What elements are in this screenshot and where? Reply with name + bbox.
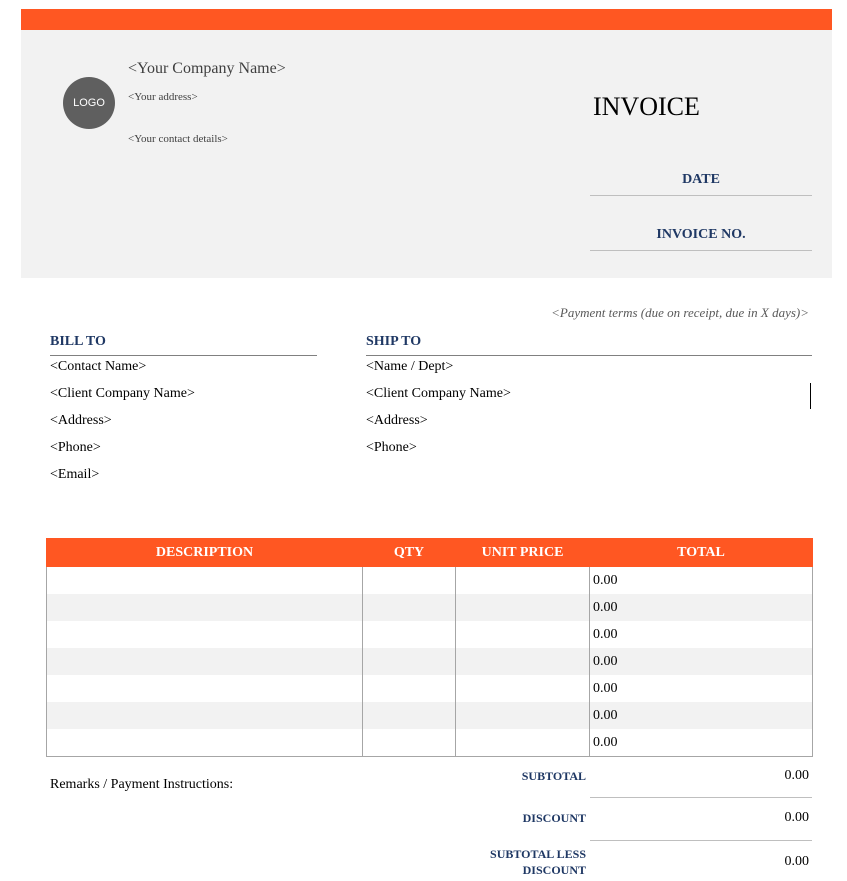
- logo-text: LOGO: [73, 97, 105, 109]
- description-cell[interactable]: [47, 702, 363, 729]
- total-cell[interactable]: 0.00: [590, 702, 813, 729]
- company-address[interactable]: <Your address>: [128, 91, 198, 103]
- bill-to-company[interactable]: <Client Company Name>: [50, 386, 195, 401]
- bill-to-phone[interactable]: <Phone>: [50, 440, 101, 455]
- line-items-table: [46, 538, 813, 757]
- text-cursor: [810, 383, 811, 409]
- qty-cell[interactable]: [363, 702, 456, 729]
- payment-terms[interactable]: <Payment terms (due on receipt, due in X days)>: [551, 305, 809, 320]
- subtotal-label: SUBTOTAL: [521, 769, 586, 783]
- unit-price-cell[interactable]: [456, 621, 590, 648]
- qty-cell[interactable]: [363, 594, 456, 621]
- company-contact[interactable]: <Your contact details>: [128, 133, 228, 145]
- date-field[interactable]: DATE: [590, 172, 812, 196]
- bill-to-address[interactable]: <Address>: [50, 413, 112, 428]
- unit-price-cell[interactable]: [456, 729, 590, 757]
- description-cell[interactable]: [47, 729, 363, 757]
- ship-to-address[interactable]: <Address>: [366, 413, 428, 428]
- qty-cell[interactable]: [363, 675, 456, 702]
- total-cell[interactable]: 0.00: [590, 594, 813, 621]
- table-row: [47, 702, 813, 729]
- company-name[interactable]: <Your Company Name>: [128, 60, 286, 77]
- total-cell[interactable]: 0.00: [590, 675, 813, 702]
- table-row: [47, 675, 813, 702]
- total-cell[interactable]: 0.00: [590, 621, 813, 648]
- column-header-total: TOTAL: [590, 539, 813, 567]
- invoice-number-field[interactable]: INVOICE NO.: [590, 227, 812, 251]
- unit-price-cell[interactable]: [456, 648, 590, 675]
- column-header-qty: QTY: [363, 539, 456, 567]
- description-cell[interactable]: [47, 594, 363, 621]
- subtotal-less-discount-label-line2: DISCOUNT: [522, 863, 586, 877]
- discount-divider: [590, 840, 812, 841]
- company-logo: [63, 77, 115, 129]
- ship-to-company[interactable]: <Client Company Name>: [366, 386, 511, 401]
- unit-price-cell[interactable]: [456, 594, 590, 621]
- table-row: [47, 567, 813, 595]
- ship-to-name[interactable]: <Name / Dept>: [366, 359, 454, 374]
- accent-top-bar: [21, 9, 832, 30]
- total-cell[interactable]: 0.00: [590, 648, 813, 675]
- subtotal-less-discount-value[interactable]: 0.00: [784, 854, 809, 869]
- discount-label: DISCOUNT: [522, 811, 586, 825]
- bill-to-email[interactable]: <Email>: [50, 467, 100, 482]
- subtotal-less-discount-label: [470, 846, 586, 878]
- description-cell[interactable]: [47, 621, 363, 648]
- total-cell[interactable]: 0.00: [590, 729, 813, 757]
- invoice-title: INVOICE: [593, 92, 700, 121]
- ship-to-heading: SHIP TO: [366, 334, 812, 356]
- description-cell[interactable]: [47, 675, 363, 702]
- column-header-description: DESCRIPTION: [47, 539, 363, 567]
- unit-price-cell[interactable]: [456, 702, 590, 729]
- subtotal-less-discount-label-line1: SUBTOTAL LESS: [490, 847, 586, 861]
- qty-cell[interactable]: [363, 729, 456, 757]
- description-cell[interactable]: [47, 648, 363, 675]
- table-row: [47, 729, 813, 757]
- column-header-unit-price: UNIT PRICE: [456, 539, 590, 567]
- subtotal-value[interactable]: 0.00: [784, 768, 809, 783]
- qty-cell[interactable]: [363, 621, 456, 648]
- unit-price-cell[interactable]: [456, 567, 590, 595]
- qty-cell[interactable]: [363, 567, 456, 595]
- table-row: [47, 594, 813, 621]
- remarks-label[interactable]: Remarks / Payment Instructions:: [50, 777, 234, 792]
- ship-to-phone[interactable]: <Phone>: [366, 440, 417, 455]
- table-header-row: [47, 539, 813, 567]
- bill-to-heading: BILL TO: [50, 334, 317, 356]
- bill-to-contact-name[interactable]: <Contact Name>: [50, 359, 147, 374]
- discount-value[interactable]: 0.00: [784, 810, 809, 825]
- total-cell[interactable]: 0.00: [590, 567, 813, 595]
- unit-price-cell[interactable]: [456, 675, 590, 702]
- table-row: [47, 648, 813, 675]
- table-row: [47, 621, 813, 648]
- qty-cell[interactable]: [363, 648, 456, 675]
- subtotal-divider: [590, 797, 812, 798]
- description-cell[interactable]: [47, 567, 363, 595]
